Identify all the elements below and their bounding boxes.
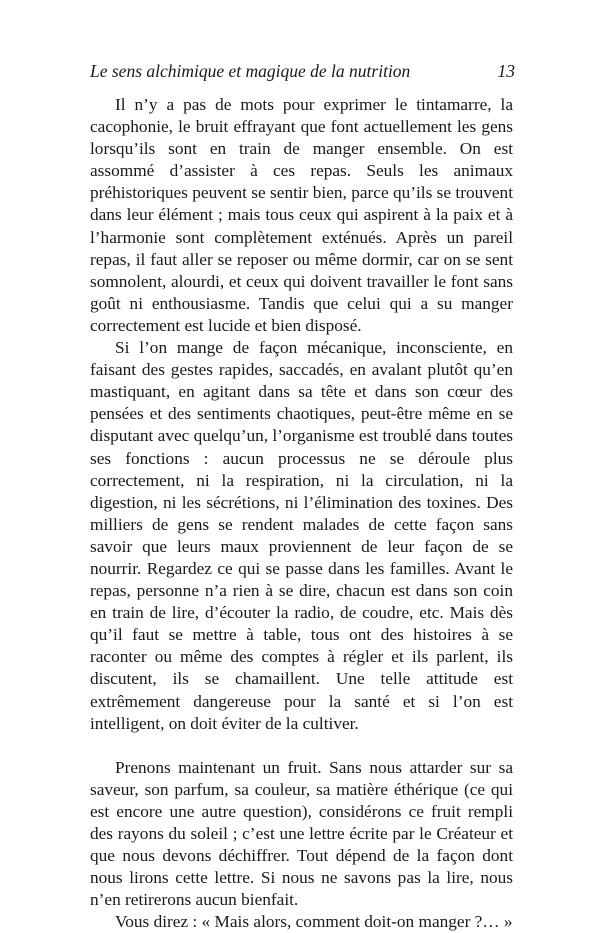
paragraph: Il n’y a pas de mots pour exprimer le tintamarre, la cacophonie, le bruit effrayant que font actuellement les gens lorsqu’ils sont en train de manger ensemble. On est assommé d’assister à ces repas. Seuls les animaux préhistoriques peuvent se sentir bien, parce qu’ils se trouvent dans leur élément ; mais tous ceux qui aspirent à la paix et à l’harmonie sont complètement exténués. Après un pareil repas, il faut aller se reposer ou même dormir, car on se sent somnolent, alourdi, et ceux qui doivent travailler le font sans goût ni enthousiasme. Tandis que celui qui a su manger correctement est lucide et bien disposé. (90, 95, 513, 335)
running-title: Le sens alchimique et magique de la nutrition (90, 61, 411, 81)
paragraph: Vous direz : « Mais alors, comment doit-on manger ?… » (115, 912, 513, 932)
paragraph: Prenons maintenant un fruit. Sans nous attarder sur sa saveur, son parfum, sa couleur, sa matière éthérique (ce qui est encore une autre question), considérons ce fruit rempli des rayons du soleil ; c’est une lettre écrite par le Créateur et que nous devons déchiffrer. Tout dépend de la façon dont nous lirons cette lettre. Si nous ne savons pas la lire, nous n’en retirerons aucun bienfait. (90, 757, 513, 910)
section-break (90, 735, 513, 757)
running-header (90, 59, 515, 83)
paragraph: Si l’on mange de façon mécanique, inconsciente, en faisant des gestes rapides, saccadés, en avalant plutôt qu’en mastiquant, en agitant dans sa tête et dans son cœur des pensées et des sentiments chaotiques, peut-être même en se disputant avec quelqu’un, l’organisme est troublé dans toutes ses fonctions : aucun processus ne se déroule plus correctement, ni la respiration, ni la circulation, ni la digestion, ni les sécrétions, ni l’élimination des toxines. Des milliers de gens se rendent malades de cette façon sans savoir que leurs maux proviennent de leur façon de se nourrir. Regardez ce qui se passe dans les familles. Avant le repas, personne n’a rien à se dire, chacun est dans son coin en train de lire, d’écouter la radio, de coudre, etc. Mais dès qu’il faut se mettre à table, tous ont des histoires à se raconter ou même des comptes à régler et ils parlent, ils discutent, ils se chamaillent. Une telle attitude est extrêmement dangereuse pour la santé et si l’on est intelligent, on doit éviter de la cultiver. (90, 338, 513, 733)
body-text (90, 94, 513, 933)
page-number: 13 (497, 61, 515, 81)
